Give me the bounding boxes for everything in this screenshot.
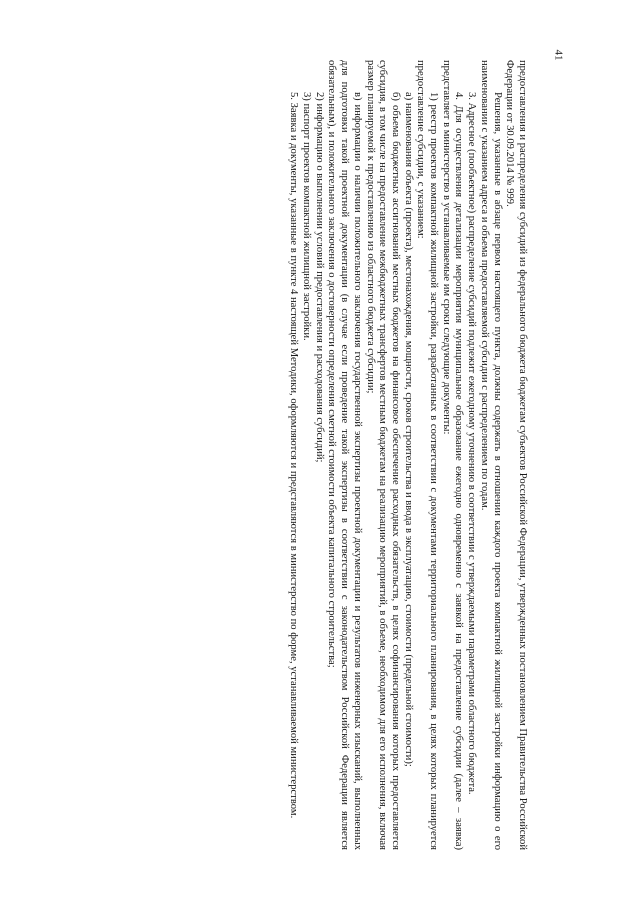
page-number-text: 41 <box>552 49 564 61</box>
paragraph-10: 3) паспорт проектов компактной жилищной застройки. <box>301 92 313 341</box>
paragraph-11: 5. Заявка и документы, указанные в пункте 4 настоящей Методики, оформляются и представляются в министерство по форме, устанавливаемой министерством. <box>288 92 300 819</box>
paragraph-2: Решения, указанные в абзаце первом настоящего пункта, должны содержать в отношении каждого проекта компактной жилищной застройки информацию о его наименовании с указанием адреса и объема предоставляемой субсидии с распределением по годам. <box>478 60 503 850</box>
paragraph-6: а) наименования объекта (проекта), местонахождения, мощности, сроков строительства и ввода в эксплуатацию, стоимости (предельной стоимости); <box>402 92 414 767</box>
paragraph-4: 4. Для осуществления детализации мероприятия муниципальное образование ежегодно одновременно с заявкой на предоставление субсидии (далее – заявка) представляет в министерство в устанавливаемые им сроки следующие документы: <box>440 60 465 850</box>
paragraph-3: 3. Адресное (пообъектное) распределение субсидий подлежит ежегодному уточнению в соответствии с утверждаемыми параметрами областного бюджета. <box>466 92 478 795</box>
paragraph-1: предоставления и распределения субсидий из федерального бюджета бюджетам субъектов Российской Федерации, утвержденных постановлением Правительства Российской Федерации от 30.09.2014 № 999. <box>504 60 528 850</box>
document-body <box>94 60 528 850</box>
paragraph-8: в) информации о наличии положительного заключения государственной экспертизы проектной документации и результатов инженерных изысканий, выполненных для подготовки такой проектной документации (в случае если проведение такой экспертизы в соответствии с законодательством Российской Федерации является обязательным), и положительного заключения о достоверности определения сметной стоимости объекта капитального строительства; <box>326 60 363 850</box>
paragraph-5: 1) реестр проектов компактной жилищной застройки, разработанных в соответствии с документами территориального планирования, в целях которых планируется предоставление субсидии, с указанием: <box>415 60 440 850</box>
page-number <box>548 40 568 70</box>
paragraph-9: 2) информацию о выполнении условий предоставления и расходования субсидий; <box>313 92 325 463</box>
paragraph-7: б) объема бюджетных ассигнований местных бюджетов на финансовое обеспечение расходных обязательств, в целях софинансирования которых предоставляется субсидия, в том числе на предоставление межбюджетных трансфертов местным бюджетам на реализацию мероприятий, в объеме, необходимом для его исполнения, включая размер планируемой к предоставлению из областного бюджета субсидии; <box>364 60 401 850</box>
